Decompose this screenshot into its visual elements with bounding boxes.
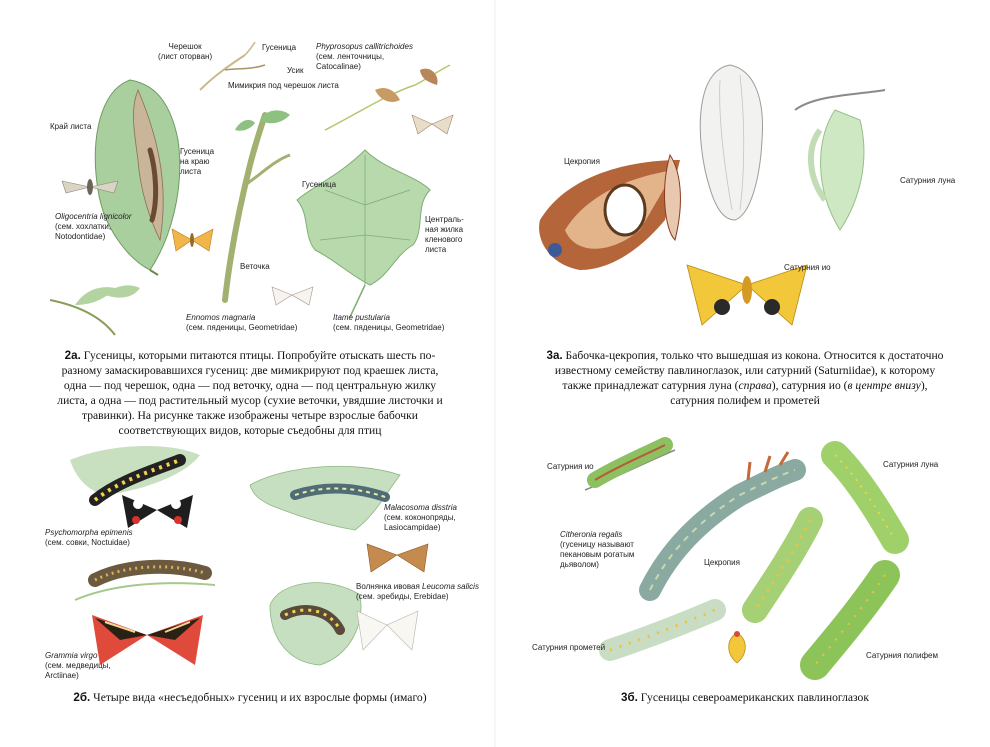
promethea-caterpillar <box>600 600 725 665</box>
oligocentria-moth <box>60 175 120 200</box>
label-leucoma: Волнянка ивовая Leucoma salicis (сем. эребиды, Erebidae) <box>356 582 479 601</box>
label-grammia: Grammia virgo (сем. медведицы, Arctiinae) <box>45 651 111 680</box>
label-leaf-edge: Край листа <box>50 122 92 131</box>
malacosoma-leaf <box>245 455 405 535</box>
maple-leaf-illustration <box>295 145 435 320</box>
phyprosopus-moth <box>410 110 455 138</box>
label-luna-3b: Сатурния луна <box>883 460 939 469</box>
caption-3a: 3а. Бабочка-цекропия, только что вышедшая из кокона. Относится к достаточно известному семейству павлиноглазок, или сатурний (Saturniidae), к которому также принадлежат сатурния луна (справа), сатурния ио (в центре внизу), сатурния полифем и прометей <box>546 349 944 407</box>
label-promethea: Сатурния прометей <box>532 643 606 652</box>
label-caterpillar-right: Гусеница <box>302 180 337 189</box>
malacosoma-moth <box>365 540 430 575</box>
label-caterpillar-top: Гусеница <box>262 43 297 52</box>
caption-3b: 3б. Гусеницы североамериканских павлиноглазок <box>621 691 869 704</box>
label-petiole: Черешок (лист оторван) <box>158 42 213 61</box>
caption-2b: 2б. Четыре вида «несъедобных» гусениц и их взрослые формы (имаго) <box>73 691 427 704</box>
label-itame: Itame pustularia (сем. пяденицы, Geometridae) <box>333 313 445 332</box>
ennomos-moth-yellow <box>170 225 215 255</box>
label-twig: Веточка <box>240 262 270 271</box>
label-tendril: Усик <box>287 66 304 75</box>
leucoma-moth <box>355 605 420 655</box>
label-ennomos: Ennomos magnaria (сем. пяденицы, Geometridae) <box>186 313 298 332</box>
label-polyphemus: Сатурния полифем <box>866 651 938 660</box>
label-luna-3a: Сатурния луна <box>900 176 956 185</box>
twig-illustration <box>205 105 295 305</box>
caterpillar-head-detail <box>722 628 752 668</box>
label-citheronia: Citheronia regalis (гусеницу называют пекановым рогатым дьяволом) <box>560 530 635 569</box>
label-central-vein: Централь- ная жилка кленового листа <box>425 215 464 254</box>
page-spine <box>494 0 496 747</box>
label-io-3a: Сатурния ио <box>784 263 831 272</box>
itame-moth <box>270 283 315 308</box>
luna-moth <box>785 80 900 235</box>
label-psychomorpha: Psychomorpha epimenis (сем. совки, Noctuidae) <box>45 528 133 547</box>
label-cecropia-3a: Цекропия <box>564 157 600 166</box>
label-oligocentria: Oligocentria lignicolor (сем. хохлатки, Notodontidae) <box>55 212 132 241</box>
caption-2a: 2а. Гусеницы, которыми питаются птицы. Попробуйте отыскать шесть по-разному замаскировавшихся гусениц: две мимикрируют под краешек листа, одна — под черешок, одна — под веточку, одна — под центральную жилку листа, а одна — под растительный мусор (сухие веточки, увядшие листочки и травинки). На рисунке также изображены четыре взрослые бабочки соответствующих видов, которые съедобны для птиц <box>57 349 443 437</box>
label-io-3b: Сатурния ио <box>547 462 594 471</box>
label-cecropia-3b: Цекропия <box>704 558 740 567</box>
label-phyprosopus: Phyprosopus callitrichoides (сем. ленточницы, Catocalinae) <box>316 42 413 71</box>
label-caterpillar-edge: Гусеница на краю листа <box>180 147 215 176</box>
label-mimicry: Мимикрия под черешок листа <box>228 81 339 90</box>
label-malacosoma: Malacosoma disstria (сем. коконопряды, Lasiocampidae) <box>384 503 457 532</box>
grammia-caterpillar <box>70 555 220 610</box>
small-twig-illustration <box>45 280 145 340</box>
leucoma-leaf <box>260 575 370 670</box>
